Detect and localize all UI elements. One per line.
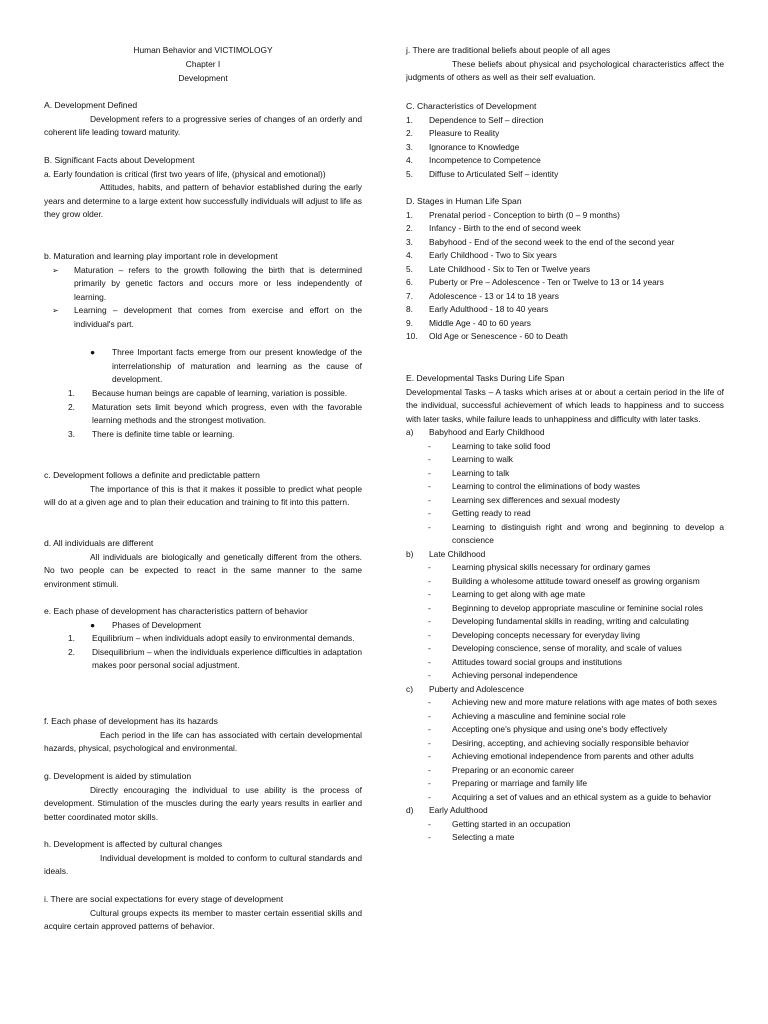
- task-text: Developing conscience, sense of morality, and scale of values: [452, 643, 682, 653]
- subsection-h-heading: h. Development is affected by cultural changes: [44, 839, 223, 849]
- task-text: Learning to take solid food: [452, 440, 551, 451]
- item-text: Puberty or Pre – Adolescence - Ten or Twelve to 13 or 14 years: [429, 277, 664, 287]
- list-number: 5.: [406, 168, 413, 179]
- list-item: [406, 723, 724, 737]
- task-group-label: [406, 548, 724, 562]
- section-a-heading: A. Development Defined: [44, 100, 138, 110]
- list-number: 4.: [406, 155, 413, 165]
- subsection-g-heading: g. Development is aided by stimulation: [44, 771, 192, 781]
- list-number: 5.: [406, 263, 413, 274]
- task-text: Achieving a masculine and feminine social role: [452, 710, 626, 721]
- task-text: Selecting a mate: [452, 832, 515, 842]
- list-item: [406, 168, 724, 182]
- subsection-i-text: Cultural groups expects its member to master certain essential skills and acquire certain approved patterns of behavior.: [44, 907, 362, 931]
- group-letter: b): [406, 548, 414, 559]
- dash-bullet-icon: -: [428, 710, 431, 721]
- subsection-c-text: The importance of this is that it makes it possible to predict what people will do at a given age and to plan their education and training to fit into this pattern.: [44, 483, 362, 507]
- subsection-d: [44, 537, 362, 591]
- item-text: Early Adulthood - 18 to 40 years: [429, 304, 549, 314]
- title-line-1: Human Behavior and VICTIMOLOGY: [133, 45, 273, 55]
- item-text: Old Age or Senescence - 60 to Death: [429, 331, 568, 341]
- list-item: [406, 440, 724, 454]
- list-item: [406, 669, 724, 683]
- dash-bullet-icon: -: [428, 751, 431, 761]
- dash-bullet-icon: -: [428, 764, 431, 775]
- item-text: Maturation sets limit beyond which progress, even with the favorable learning methods and the strongest motivation.: [92, 401, 362, 425]
- dash-bullet-icon: -: [428, 589, 431, 599]
- item-text: Equilibrium – when individuals adopt easily to environmental demands.: [92, 633, 355, 643]
- list-item: [406, 453, 724, 467]
- item-text: Prenatal period - Conception to birth (0 – 9 months): [429, 209, 620, 220]
- task-group-label: [406, 804, 724, 818]
- list-item: [406, 263, 724, 277]
- item-text: Early Childhood - Two to Six years: [429, 250, 557, 260]
- dot-text: Phases of Development: [112, 619, 201, 630]
- subsection-j-heading: j. There are traditional beliefs about people of all ages: [406, 45, 611, 55]
- task-text: Achieving emotional independence from parents and other adults: [452, 751, 694, 761]
- bullet-text: Learning – development that comes from exercise and effort on the individual's part.: [74, 305, 362, 329]
- list-number: 7.: [406, 290, 413, 301]
- task-text: Learning to control the eliminations of body wastes: [452, 481, 641, 491]
- dot-bullet-icon: ●: [90, 347, 96, 357]
- list-item: [406, 521, 724, 548]
- item-text: Pleasure to Reality: [429, 128, 500, 138]
- section-e-heading: E. Developmental Tasks During Life Span: [406, 373, 565, 383]
- task-text: Building a wholesome attitude toward oneself as growing organism: [452, 575, 700, 586]
- item-text: There is definite time table or learning.: [92, 428, 235, 439]
- subsection-i-heading: i. There are social expectations for every stage of development: [44, 894, 284, 904]
- arrow-bullet-icon: ➢: [52, 265, 59, 275]
- dash-bullet-icon: -: [428, 508, 431, 518]
- list-item: [44, 401, 362, 428]
- list-item: [406, 818, 724, 832]
- subsection-b: [44, 250, 362, 331]
- section-a-text: Development refers to a progressive series of changes of an orderly and coherent life leading toward maturity.: [44, 113, 362, 137]
- list-number: 1.: [68, 388, 75, 398]
- list-number: 10.: [406, 331, 418, 341]
- group-letter: a): [406, 427, 414, 437]
- task-text: Learning to walk: [452, 454, 513, 464]
- task-text: Beginning to develop appropriate masculine or feminine social roles: [452, 602, 703, 613]
- task-text: Learning to get along with age mate: [452, 589, 586, 599]
- arrow-bullet-icon: ➢: [52, 306, 59, 315]
- task-text: Attitudes toward social groups and institutions: [452, 656, 622, 667]
- dash-bullet-icon: -: [428, 521, 431, 532]
- task-text: Learning to distinguish right and wrong and beginning to develop a conscience: [452, 521, 724, 545]
- task-text: Achieving personal independence: [452, 670, 578, 680]
- item-text: Because human beings are capable of learning, variation is possible.: [92, 388, 348, 398]
- list-item: [44, 346, 362, 387]
- subsection-b-heading: b. Maturation and learning play important role in development: [44, 251, 278, 261]
- section-d-heading: D. Stages in Human Life Span: [406, 196, 522, 206]
- list-item: [406, 507, 724, 521]
- list-item: [406, 561, 724, 575]
- task-group-label: [406, 683, 724, 697]
- section-a: [44, 99, 362, 140]
- list-item: [406, 710, 724, 724]
- task-group-label: [406, 426, 724, 440]
- dot-bullet-icon: ●: [90, 619, 96, 630]
- list-item: [406, 615, 724, 629]
- dash-bullet-icon: -: [428, 602, 431, 613]
- list-item: [44, 428, 362, 442]
- dash-bullet-icon: -: [428, 697, 431, 707]
- task-text: Learning sex differences and sexual modesty: [452, 494, 620, 505]
- task-text: Acquiring a set of values and an ethical system as a guide to behavior: [452, 791, 712, 802]
- item-text: Ignorance to Knowledge: [429, 141, 520, 152]
- subsection-a-heading: a. Early foundation is critical (first two years of life, (physical and emotional)): [44, 168, 326, 179]
- group-label-text: Babyhood and Early Childhood: [429, 427, 545, 437]
- section-e-intro: Developmental Tasks – A tasks which arises at or about a certain period in the life of the individual, successful achievement of which leads to happiness and to success with later tasks, while failure leads to unhappiness and difficulty with later tasks.: [406, 386, 724, 424]
- dash-bullet-icon: -: [428, 643, 431, 653]
- list-item: [406, 480, 724, 494]
- task-text: Learning physical skills necessary for ordinary games: [452, 562, 651, 572]
- subsection-d-heading: d. All individuals are different: [44, 538, 154, 548]
- dash-bullet-icon: -: [428, 481, 431, 491]
- list-number: 1.: [406, 114, 413, 125]
- group-letter: d): [406, 805, 414, 815]
- item-text: Middle Age - 40 to 60 years: [429, 317, 531, 328]
- dash-bullet-icon: -: [428, 724, 431, 734]
- list-item: [406, 494, 724, 508]
- list-item: [44, 304, 362, 331]
- section-c: [406, 100, 724, 181]
- list-number: 3.: [406, 141, 413, 152]
- group-letter: c): [406, 683, 413, 694]
- list-number: 1.: [406, 209, 413, 220]
- task-text: Developing concepts necessary for everyday living: [452, 629, 641, 640]
- subsection-j: [406, 44, 724, 85]
- dash-bullet-icon: -: [428, 818, 431, 829]
- subsection-c: [44, 469, 362, 510]
- item-text: Late Childhood - Six to Ten or Twelve years: [429, 263, 591, 274]
- task-text: Preparing or an economic career: [452, 764, 574, 775]
- list-item: [406, 656, 724, 670]
- dash-bullet-icon: -: [428, 440, 431, 451]
- dash-bullet-icon: -: [428, 791, 431, 802]
- list-item: [406, 154, 724, 168]
- list-number: 4.: [406, 250, 413, 260]
- list-item: [406, 764, 724, 778]
- subsection-g: [44, 770, 362, 824]
- list-item: [406, 629, 724, 643]
- item-text: Diffuse to Articulated Self – identity: [429, 168, 559, 179]
- dash-bullet-icon: -: [428, 575, 431, 586]
- list-item: [406, 290, 724, 304]
- subsection-h-text: Individual development is molded to conform to cultural standards and ideals.: [44, 852, 362, 876]
- subsection-g-text: Directly encouraging the individual to use ability is the process of development. Stimulation of the muscles during the early years results in earlier and better coordinated motor skills.: [44, 784, 362, 822]
- dash-bullet-icon: -: [428, 670, 431, 680]
- document-title: [44, 43, 362, 85]
- list-item: [406, 602, 724, 616]
- group-label-text: Early Adulthood: [429, 805, 488, 815]
- dot-text: Three Important facts emerge from our present knowledge of the interrelationship of maturation and learning as the cause of development.: [112, 347, 362, 384]
- list-item: [406, 209, 724, 223]
- subsection-d-text: All individuals are biologically and genetically different from the others. No two people can be expected to react in the same manner to the same environment stimuli.: [44, 551, 362, 589]
- dash-bullet-icon: -: [428, 467, 431, 478]
- title-line-2: Chapter I: [185, 59, 221, 69]
- list-item: [44, 646, 362, 673]
- list-number: 1.: [68, 633, 75, 643]
- subsection-c-heading: c. Development follows a definite and predictable pattern: [44, 470, 260, 480]
- task-text: Developing fundamental skills in reading, writing and calculating: [452, 616, 689, 626]
- list-number: 2.: [68, 401, 75, 412]
- item-text: Disequilibrium – when the individuals experience difficulties in adaptation makes poor personal social adjustment.: [92, 646, 362, 670]
- subsection-i: [44, 893, 362, 934]
- subsection-b-facts: [44, 346, 362, 387]
- list-number: 3.: [406, 236, 413, 247]
- title-line-3: Development: [178, 73, 228, 83]
- list-item: [406, 249, 724, 263]
- dash-bullet-icon: -: [428, 616, 431, 626]
- item-text: Adolescence - 13 or 14 to 18 years: [429, 290, 559, 301]
- item-text: Dependence to Self – direction: [429, 114, 544, 125]
- list-item: [406, 236, 724, 250]
- bullet-text: Maturation – refers to the growth following the birth that is determined primarily by genetic factors and occurs more or less independently of learning.: [74, 264, 362, 302]
- list-item: [44, 619, 362, 633]
- list-item: [406, 330, 724, 344]
- list-item: [406, 588, 724, 602]
- list-item: [406, 114, 724, 128]
- list-item: [406, 127, 724, 141]
- subsection-f: [44, 715, 362, 756]
- list-number: 9.: [406, 317, 413, 328]
- list-item: [406, 222, 724, 236]
- list-item: [44, 632, 362, 646]
- subsection-j-text: These beliefs about physical and psychological characteristics affect the judgments of others as well as their self evaluation.: [406, 58, 724, 82]
- dash-bullet-icon: -: [428, 562, 431, 572]
- dash-bullet-icon: -: [428, 737, 431, 748]
- list-item: [406, 317, 724, 331]
- group-label-text: Late Childhood: [429, 548, 486, 559]
- item-text: Babyhood - End of the second week to the end of the second year: [429, 236, 675, 247]
- subsection-e: [44, 605, 362, 673]
- task-text: Getting started in an occupation: [452, 818, 571, 829]
- list-number: 8.: [406, 304, 413, 314]
- dash-bullet-icon: -: [428, 629, 431, 640]
- section-b-heading: B. Significant Facts about Development: [44, 155, 195, 165]
- section-e: [406, 372, 724, 845]
- list-item: [406, 467, 724, 481]
- list-number: 3.: [68, 428, 75, 439]
- list-item: [406, 642, 724, 656]
- list-item: [44, 264, 362, 305]
- group-label-text: Puberty and Adolescence: [429, 683, 524, 694]
- list-item: [406, 696, 724, 710]
- task-text: Desiring, accepting, and achieving socially responsible behavior: [452, 737, 689, 748]
- item-text: Infancy - Birth to the end of second week: [429, 223, 581, 233]
- list-item: [406, 791, 724, 805]
- task-text: Learning to talk: [452, 467, 510, 478]
- section-d: [406, 195, 724, 344]
- subsection-e-heading: e. Each phase of development has characteristics pattern of behavior: [44, 606, 308, 616]
- subsection-a-text: Attitudes, habits, and pattern of behavior established during the early years and determine to a large extent how successfully individuals will adjust to life as they grow older.: [44, 182, 362, 219]
- item-text: Incompetence to Competence: [429, 155, 541, 165]
- list-number: 2.: [68, 646, 75, 657]
- subsection-f-text: Each period in the life can has associated with certain developmental hazards, physical, psychological and environmental.: [44, 729, 362, 753]
- list-item: [406, 141, 724, 155]
- list-item: [406, 737, 724, 751]
- section-b: [44, 154, 362, 222]
- section-c-heading: C. Characteristics of Development: [406, 101, 537, 111]
- subsection-h: [44, 838, 362, 879]
- task-text: Getting ready to read: [452, 508, 531, 518]
- list-item: [406, 276, 724, 290]
- list-item: [44, 387, 362, 401]
- dash-bullet-icon: -: [428, 778, 431, 788]
- subsection-b-numbered: [44, 387, 362, 441]
- list-item: [406, 750, 724, 764]
- task-text: Accepting one's physique and using one's body effectively: [452, 724, 668, 734]
- list-item: [406, 777, 724, 791]
- task-text: Preparing or marriage and family life: [452, 778, 587, 788]
- list-item: [406, 575, 724, 589]
- list-number: 2.: [406, 223, 413, 233]
- task-text: Achieving new and more mature relations with age mates of both sexes: [452, 697, 717, 707]
- list-item: [406, 831, 724, 845]
- dash-bullet-icon: -: [428, 454, 431, 464]
- dash-bullet-icon: -: [428, 656, 431, 667]
- dash-bullet-icon: -: [428, 832, 431, 842]
- subsection-f-heading: f. Each phase of development has its hazards: [44, 716, 218, 726]
- list-number: 2.: [406, 128, 413, 138]
- dash-bullet-icon: -: [428, 494, 431, 505]
- list-item: [406, 303, 724, 317]
- list-number: 6.: [406, 277, 413, 287]
